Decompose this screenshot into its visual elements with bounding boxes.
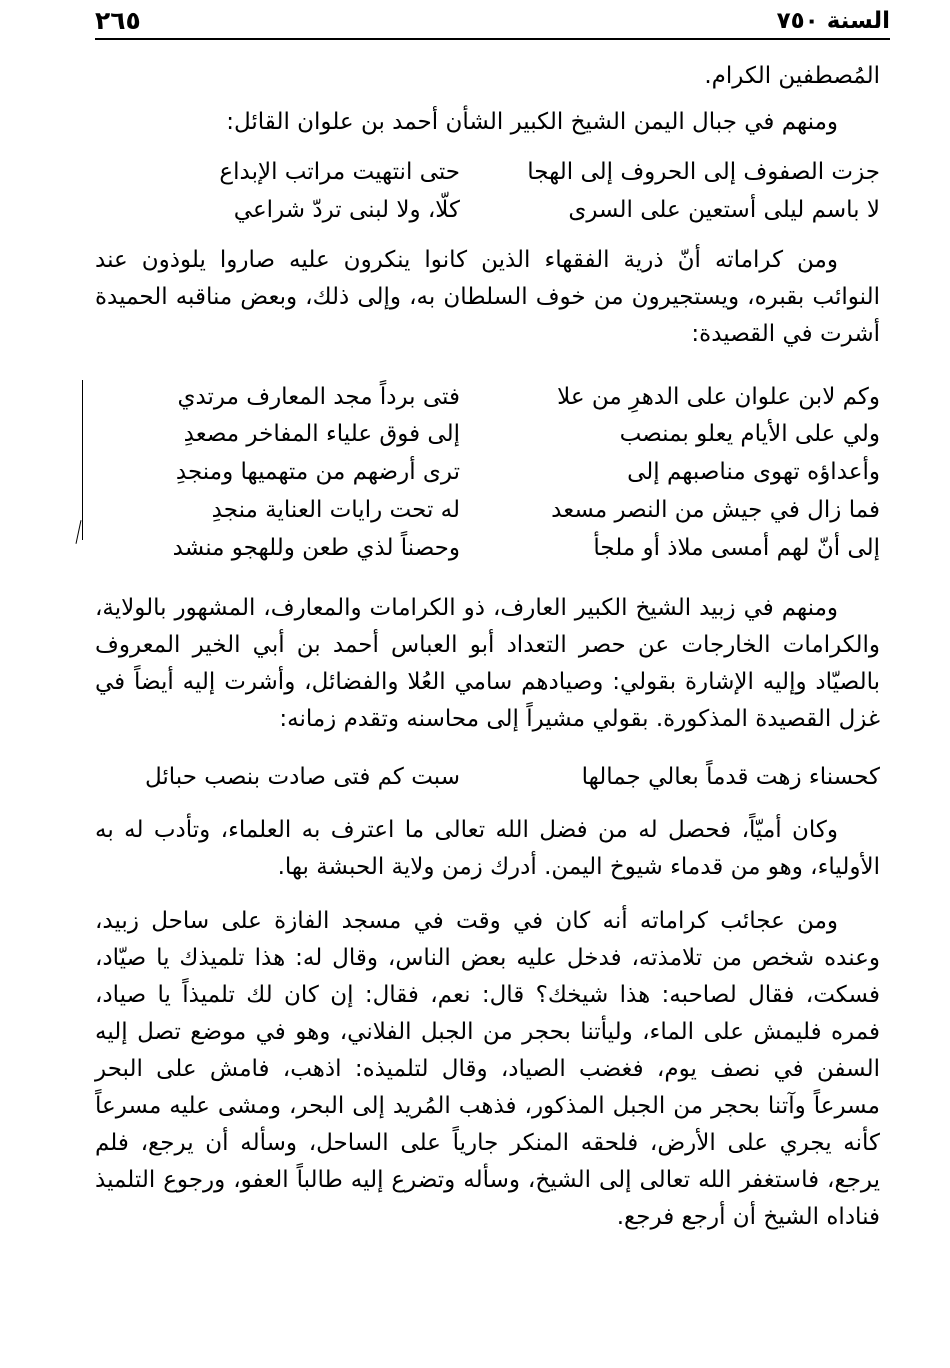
verse-line xyxy=(100,493,880,531)
paragraph-3: ومنهم في زبيد الشيخ الكبير العارف، ذو الكرامات والمعارف، المشهور بالولاية، والكرامات الخارجات عن حصر التعداد أبو العباس أحمد بن أبي الخير المعروف بالصيّاد وإليه الإشارة بقولي: وصيادهم سامي العُلا والفضائل، وأشرت إليه أيضاً في غزل القصيدة المذكورة. بقولي مشيراً إلى محاسنه وتقدم زمانه: xyxy=(95,595,880,732)
paragraph-5: ومن عجائب كراماته أنه كان في وقت في مسجد الفازة على ساحل زبيد، وعنده شخص من تلامذته، فدخل عليه بعض الناس، وقال له: هذا تلميذك يا صيّاد، فسكت، فقال لصاحبه: هذا شيخك؟ قال: نعم، فقال: إن كان لك تلميذاً يا صياد، فمره فليمش على الماء، وليأتنا بحجر من الجبل الفلاني، وهو في موضع تصل إليه السفن في نصف يوم، فغضب الصياد، وقال لتلميذه: اذهب، فامش على البحر مسرعاً وآتنا بحجر من الجبل المذكور، فذهب المُريد إلى البحر، ومشى عليه مسرعاً كأنه يجري على الأرض، فلحقه المنكر جارياً على الساحل، وسأله أن يرجع، فلم يرجع، فاستغفر الله تعالى إلى الشيخ، وسأله وتضرع إليه طالباً العفو، ورجوع التلميذ فناداه الشيخ أن أرجع فرجع. xyxy=(95,908,880,1230)
paragraph-2: ومن كراماته أنّ ذرية الفقهاء الذين كانوا ينكرون عليه صاروا يلوذون عند النوائب بقبره، ويستجيرون من خوف السلطان به، وإلى ذلك، وبعض مناقبه الحميدة أشرت في القصيدة: xyxy=(95,247,880,347)
paragraph-4: وكان أميّاً، فحصل له من فضل الله تعالى ما اعترف به العلماء، وتأدب له به الأولياء، وهو من قدماء شيوخ اليمن. أدرك زمن ولاية الحبشة بها. xyxy=(95,817,880,880)
verse-line xyxy=(100,531,880,569)
verse-second-hemistich: له تحت رايات العناية منجدِ xyxy=(211,497,460,523)
verse-second-hemistich: فتى برداً مجد المعارف مرتدي xyxy=(177,384,460,410)
verse-line xyxy=(100,455,880,493)
verse-first-hemistich: جزت الصفوف إلى الحروف إلى الهجا xyxy=(527,159,880,185)
verse-second-hemistich: حتى انتهيت مراتب الإبداع xyxy=(219,159,460,185)
margin-stroke xyxy=(76,520,82,544)
verse-second-hemistich: سبت كم فتى صادت بنصب حبائل xyxy=(144,764,460,790)
paragraph-1: ومنهم في جبال اليمن الشيخ الكبير الشأن أحمد بن علوان القائل: xyxy=(226,109,838,135)
verse-line xyxy=(100,760,880,798)
page-number: ٢٦٥ xyxy=(95,6,141,35)
verse-line xyxy=(100,155,880,193)
intro-line: المُصطفين الكرام. xyxy=(704,63,880,89)
margin-line xyxy=(82,380,83,540)
verse-second-hemistich: إلى فوق علياء المفاخر مصعدِ xyxy=(183,421,460,447)
verse-second-hemistich: وحصناً لذي طعن وللهجو منشد xyxy=(172,535,460,561)
verse-first-hemistich: لا باسم ليلى أستعين على السرى xyxy=(568,197,880,223)
verse-line xyxy=(100,193,880,231)
verse-second-hemistich: كلّا، ولا لبنى تردّ شراعي xyxy=(233,197,460,223)
running-header xyxy=(95,4,890,40)
verse-first-hemistich: فما زال في جيش من النصر مسعد xyxy=(551,497,880,523)
verse-first-hemistich: ولي على الأيام يعلو بمنصب xyxy=(619,421,880,447)
verse-second-hemistich: ترى أرضهم من متهميها ومنجدِ xyxy=(175,459,460,485)
verse-line xyxy=(100,380,880,418)
header-year: السنة ٧٥٠ xyxy=(776,8,890,34)
verse-first-hemistich: إلى أنّ لهم أمسى ملاذ أو ملجأ xyxy=(593,535,880,561)
verse-line xyxy=(100,417,880,455)
verse-first-hemistich: وكم لابن علوان على الدهرِ من علا xyxy=(557,384,880,410)
verse-first-hemistich: وأعداؤه تهوى مناصبهم إلى xyxy=(627,459,880,485)
verse-first-hemistich: كحسناء زهت قدماً بعالي جمالها xyxy=(581,764,880,790)
